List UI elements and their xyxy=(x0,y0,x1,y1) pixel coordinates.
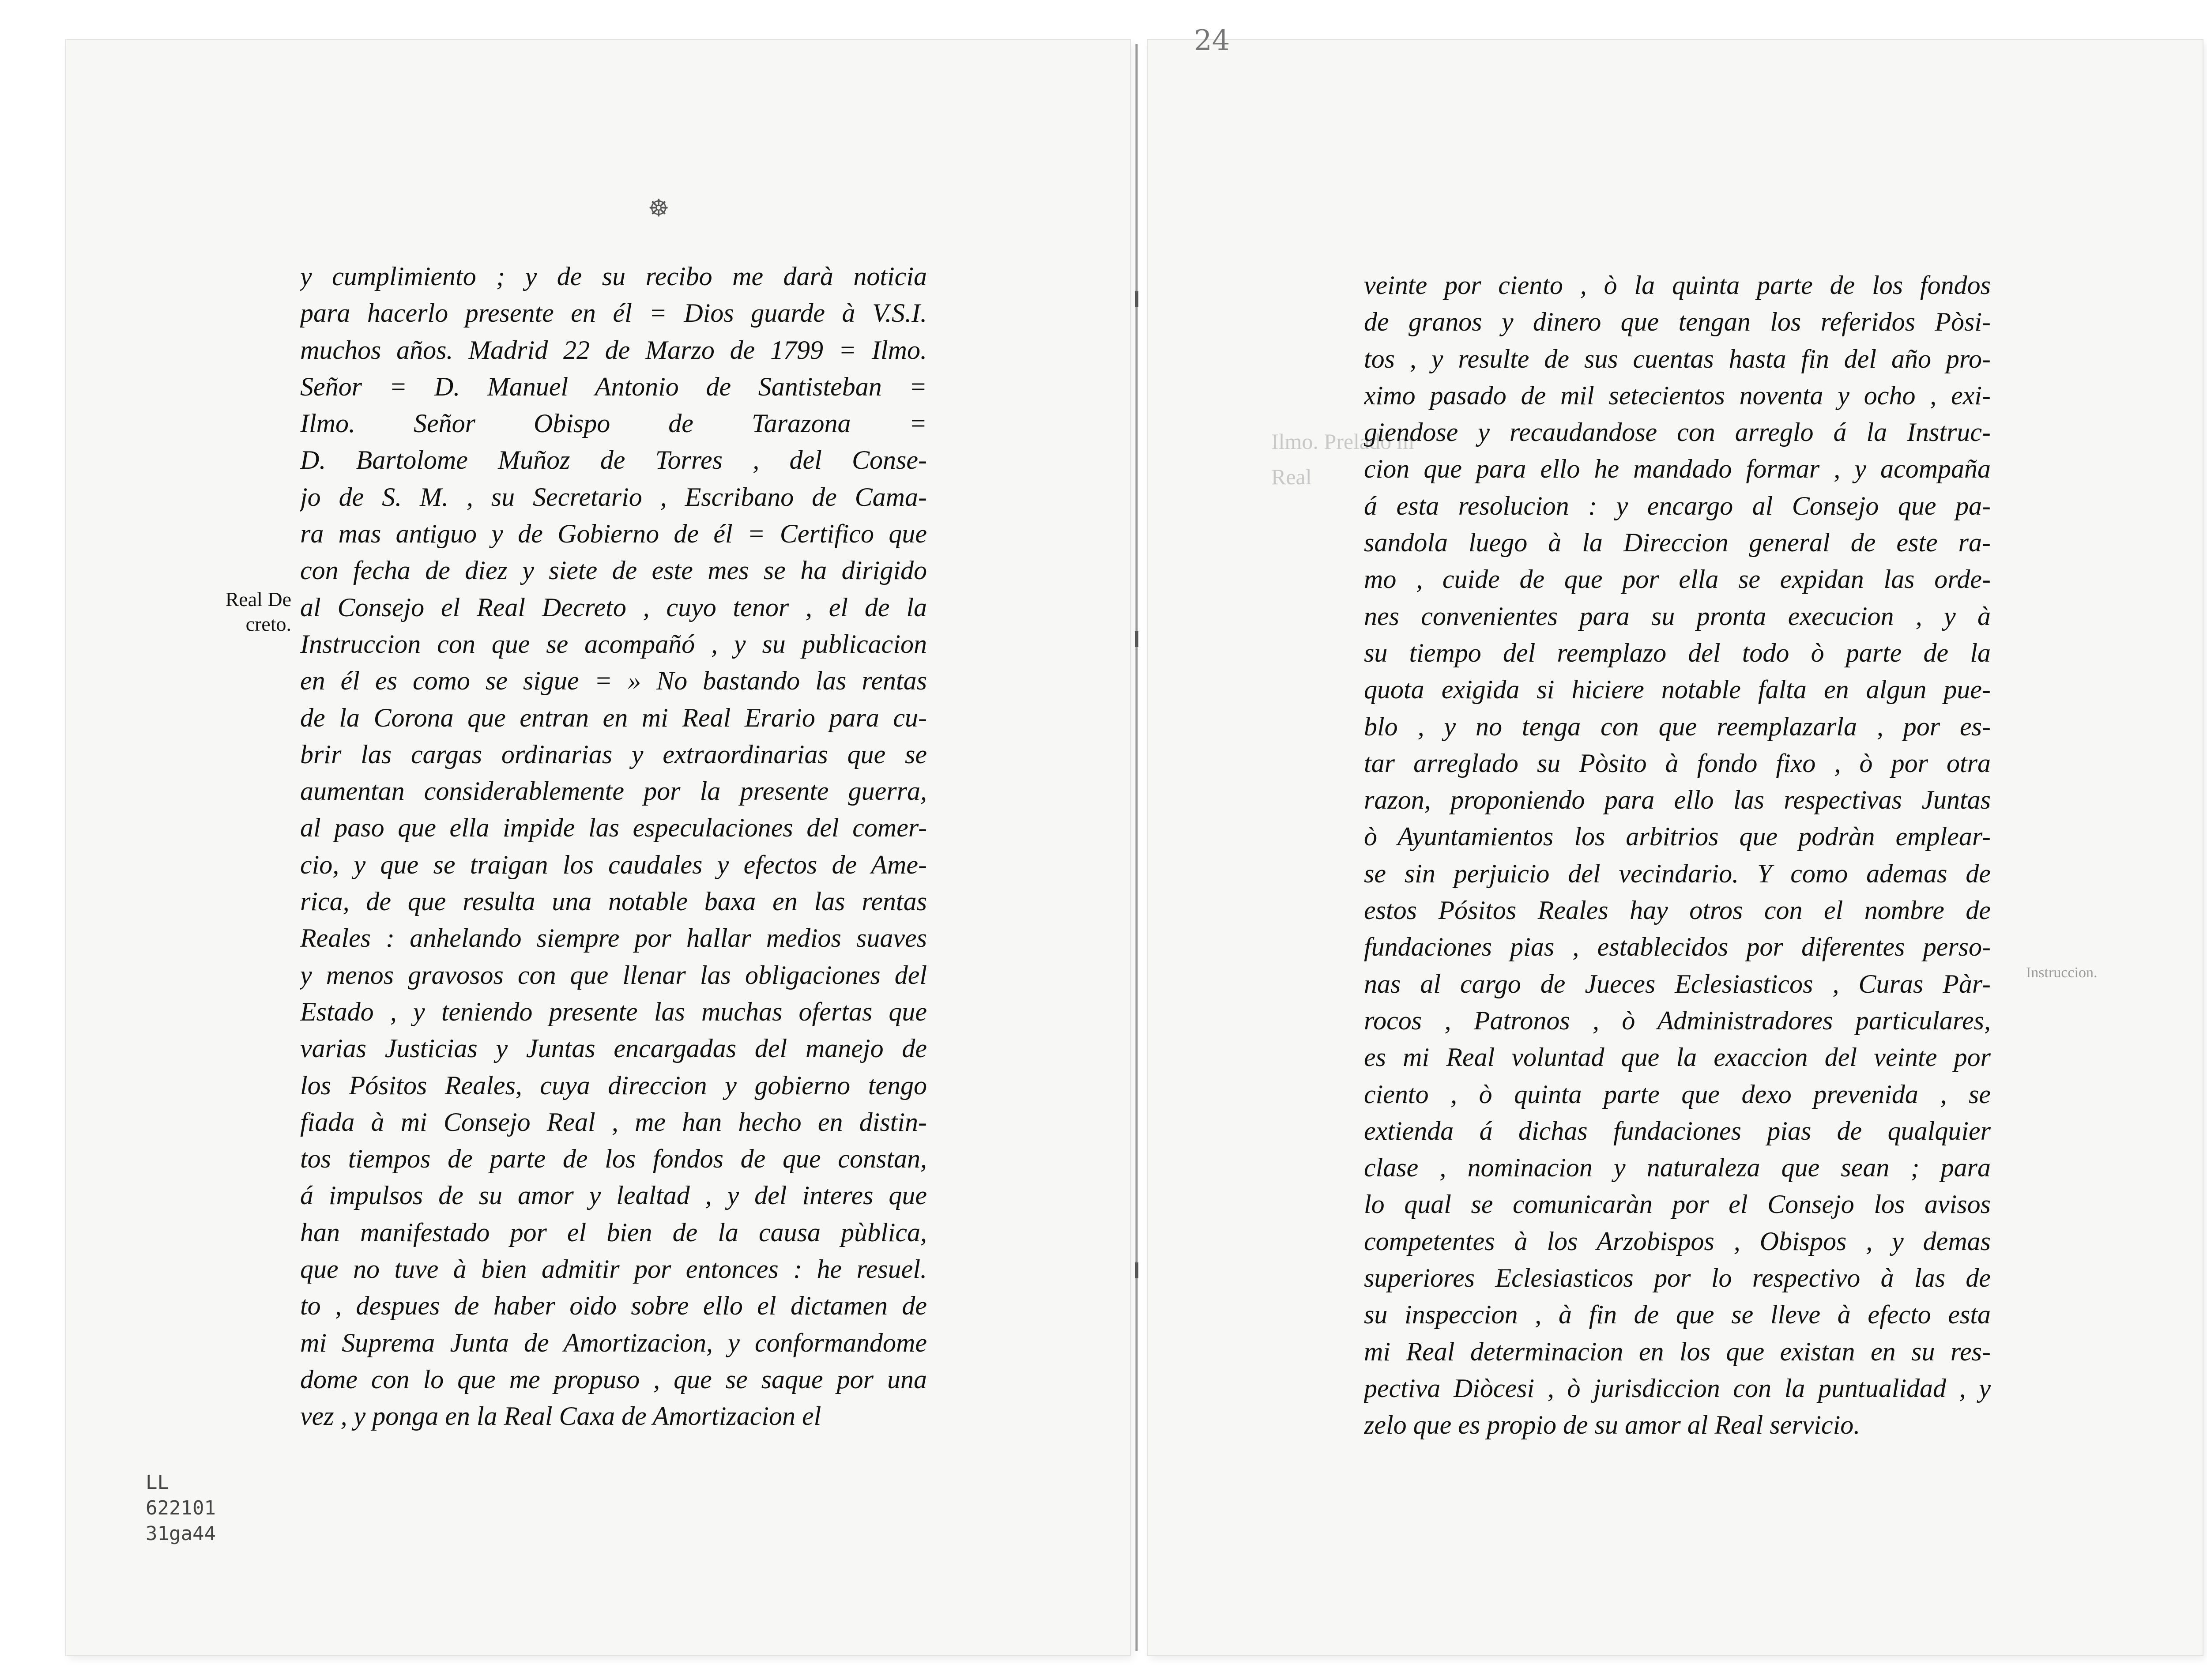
text-line: Ilmo. Señor Obispo de Tarazona = xyxy=(300,409,927,438)
margin-ghost-note: Instruccion. xyxy=(2026,964,2098,981)
text-line: jo de S. M. , su Secretario , Escribano de Cama- xyxy=(300,482,927,512)
text-line: mi Real determinacion en los que existan en su res- xyxy=(1364,1337,1991,1366)
text-line: para hacerlo presente en él = Dios guarde à V.S.I. xyxy=(300,298,927,328)
folio-mark: 24 xyxy=(1194,24,1230,57)
text-line: veinte por ciento , ò la quinta parte de los fondos xyxy=(1364,271,1991,300)
binding-mark xyxy=(1135,1262,1138,1278)
text-line: al paso que ella impide las especulaciones del comer- xyxy=(300,813,927,843)
text-line: fundaciones pias , establecidos por diferentes perso- xyxy=(1364,932,1991,962)
ornament-icon: ☸ xyxy=(648,194,670,222)
margin-note-line: creto. xyxy=(245,613,291,635)
text-line: lo qual se comunicaràn por el Consejo los avisos xyxy=(1364,1190,1991,1219)
show-through-line: Ilmo. Prelado m xyxy=(1271,429,1414,454)
text-line: ra mas antiguo y de Gobierno de él = Certifico que xyxy=(300,519,927,549)
text-line: competentes à los Arzobispos , Obispos , y demas xyxy=(1364,1226,1991,1256)
text-line: nas al cargo de Jueces Eclesiasticos , Curas Pàr- xyxy=(1364,969,1991,998)
text-line: giendose y recaudandose con arreglo á la Instruc- xyxy=(1364,418,1991,447)
text-line: D. Bartolome Muñoz de Torres , del Conse- xyxy=(300,445,927,475)
text-line: tar arreglado su Pòsito à fondo fixo , ò por otra xyxy=(1364,748,1991,778)
text-line: en él es como se sigue = » No bastando las rentas xyxy=(300,666,927,696)
text-line: to , despues de haber oido sobre ello el dictamen de xyxy=(300,1291,927,1321)
text-line: Señor = D. Manuel Antonio de Santisteban = xyxy=(300,372,927,401)
text-line: zelo que es propio de su amor al Real servicio. xyxy=(1364,1410,1861,1440)
text-line: pectiva Diòcesi , ò jurisdiccion con la puntualidad , y xyxy=(1364,1373,1991,1403)
text-line: al Consejo el Real Decreto , cuyo tenor , el de la xyxy=(300,592,927,622)
left-page-text xyxy=(300,258,927,1435)
text-line: Instruccion con que se acompañó , y su publicacion xyxy=(300,629,927,659)
text-line: fiada à mi Consejo Real , me han hecho en distin- xyxy=(300,1107,927,1137)
text-line: aumentan considerablemente por la presente guerra, xyxy=(300,776,927,806)
call-number xyxy=(146,1470,216,1547)
text-line: y cumplimiento ; y de su recibo me darà noticia xyxy=(300,262,927,291)
text-line: Estado , y teniendo presente las muchas ofertas que xyxy=(300,997,927,1026)
text-line: mi Suprema Junta de Amortizacion, y conformandome xyxy=(300,1328,927,1357)
text-line: con fecha de diez y siete de este mes se ha dirigido xyxy=(300,556,927,585)
show-through-line: Real xyxy=(1271,464,1312,489)
text-line: tos , y resulte de sus cuentas hasta fin del año pro- xyxy=(1364,344,1991,373)
text-line: rocos , Patronos , ò Administradores particulares, xyxy=(1364,1006,1991,1035)
text-line: cio, y que se traigan los caudales y efectos de Ame- xyxy=(300,850,927,879)
text-line: muchos años. Madrid 22 de Marzo de 1799 = Ilmo. xyxy=(300,335,927,365)
text-line: clase , nominacion y naturaleza que sean ; para xyxy=(1364,1153,1991,1183)
binding-mark xyxy=(1135,631,1138,647)
text-line: Reales : anhelando siempre por hallar medios suaves xyxy=(300,923,927,953)
text-line: brir las cargas ordinarias y extraordinarias que se xyxy=(300,739,927,769)
text-line: su tiempo del reemplazo del todo ò parte de la xyxy=(1364,638,1991,667)
call-number-line: LL xyxy=(146,1471,169,1494)
call-number-line: 31ga44 xyxy=(146,1522,216,1545)
text-line: tos tiempos de parte de los fondos de que constan, xyxy=(300,1144,927,1174)
text-line: blo , y no tenga con que reemplazarla , por es- xyxy=(1364,712,1991,741)
binding-mark xyxy=(1135,291,1138,307)
text-line: su inspeccion , à fin de que se lleve à efecto esta xyxy=(1364,1300,1991,1330)
text-line: ciento , ò quinta parte que dexo prevenida , se xyxy=(1364,1079,1991,1109)
text-line: dome con lo que me propuso , que se saque por una xyxy=(300,1364,927,1394)
text-line: es mi Real voluntad que la exaccion del veinte por xyxy=(1364,1043,1991,1072)
text-line: y menos gravosos con que llenar las obligaciones del xyxy=(300,960,927,990)
text-line: extienda á dichas fundaciones pias de qualquier xyxy=(1364,1116,1991,1145)
text-line: varias Justicias y Juntas encargadas del manejo de xyxy=(300,1034,927,1063)
text-line: rica, de que resulta una notable baxa en las rentas xyxy=(300,887,927,916)
text-line: estos Pósitos Reales hay otros con el nombre de xyxy=(1364,896,1991,925)
text-line: á impulsos de su amor y lealtad , y del interes que xyxy=(300,1181,927,1210)
text-line: vez , y ponga en la Real Caxa de Amortizacion el xyxy=(300,1401,821,1431)
text-line: han manifestado por el bien de la causa pùblica, xyxy=(300,1217,927,1247)
text-line: sandola luego à la Direccion general de este ra- xyxy=(1364,528,1991,557)
text-line: que no tuve à bien admitir por entonces : he resuel. xyxy=(300,1254,927,1284)
text-line: los Pósitos Reales, cuya direccion y gobierno tengo xyxy=(300,1070,927,1100)
right-page-text xyxy=(1364,267,1991,1444)
text-line: quota exigida si hiciere notable falta en algun pue- xyxy=(1364,675,1991,704)
text-line: á esta resolucion : y encargo al Consejo que pa- xyxy=(1364,491,1991,520)
text-line: mo , cuide de que por ella se expidan las orde- xyxy=(1364,565,1991,594)
text-line: de la Corona que entran en mi Real Erario para cu- xyxy=(300,703,927,732)
text-line: ò Ayuntamientos los arbitrios que podràn emplear- xyxy=(1364,822,1991,851)
text-line: razon, proponiendo para ello las respectivas Juntas xyxy=(1364,785,1991,815)
text-line: superiores Eclesiasticos por lo respectivo à las de xyxy=(1364,1263,1991,1293)
text-line: cion que para ello he mandado formar , y acompaña xyxy=(1364,454,1991,484)
margin-note-line: Real De xyxy=(225,588,291,610)
call-number-line: 622101 xyxy=(146,1497,216,1519)
margin-note xyxy=(207,587,291,637)
text-line: ximo pasado de mil setecientos noventa y ocho , exi- xyxy=(1364,380,1991,410)
text-line: de granos y dinero que tengan los referidos Pòsi- xyxy=(1364,307,1991,337)
text-line: se sin perjuicio del vecindario. Y como ademas de xyxy=(1364,859,1991,888)
text-line: nes convenientes para su pronta execucion , y à xyxy=(1364,601,1991,631)
book-gutter xyxy=(1135,44,1138,1651)
